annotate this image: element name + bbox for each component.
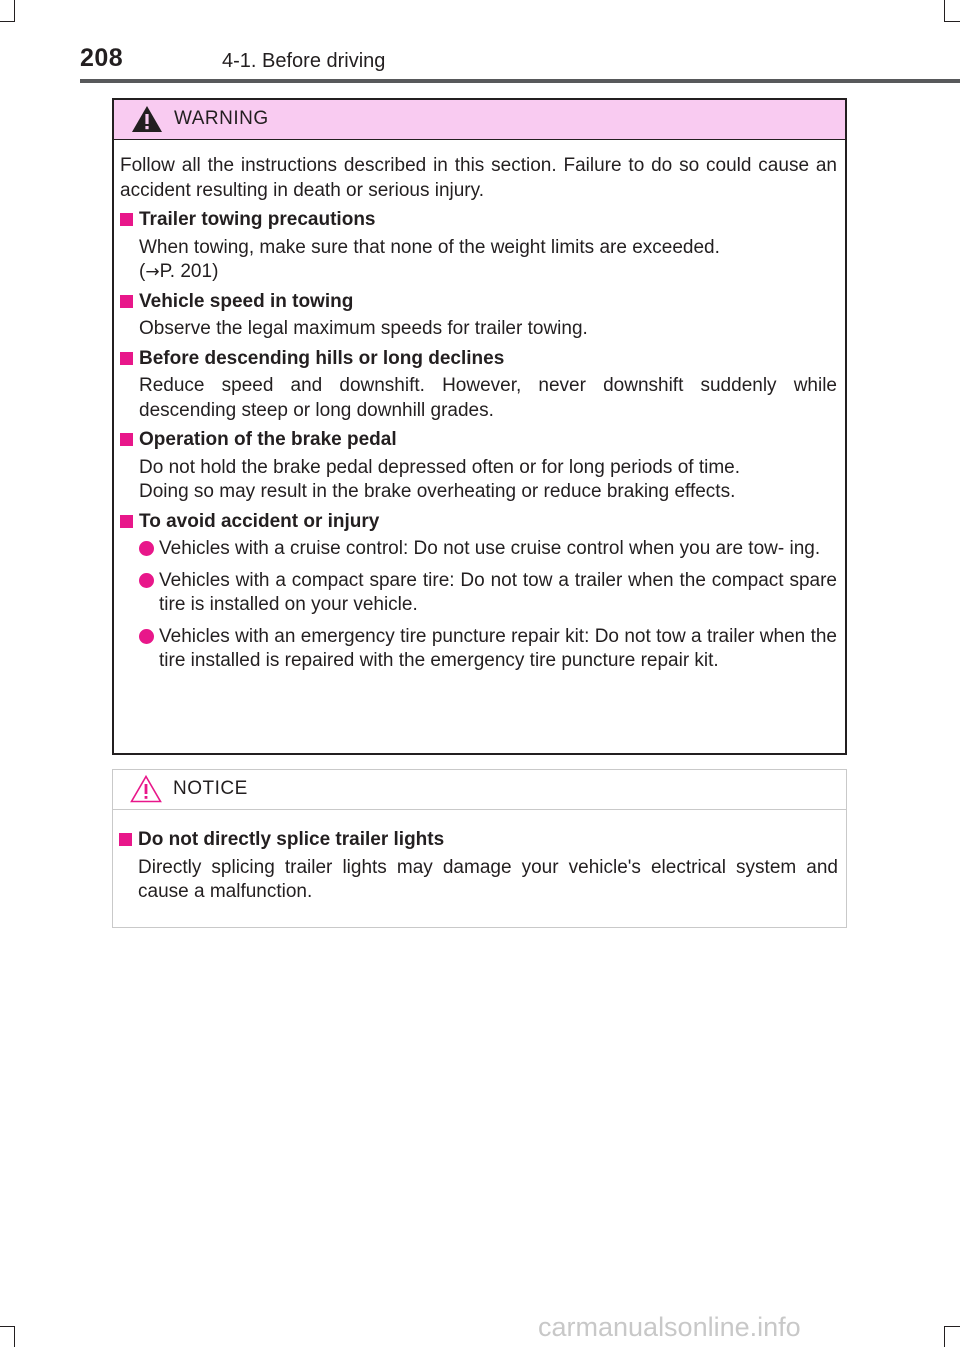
section-text: Doing so may result in the brake overheating or reduce braking effects. (139, 481, 736, 502)
crop-mark (944, 1326, 945, 1347)
warning-triangle-icon (131, 105, 163, 133)
warning-body (114, 140, 845, 674)
square-bullet-icon (120, 295, 133, 308)
crop-mark (945, 21, 960, 22)
notice-body (113, 810, 846, 905)
notice-box (112, 769, 847, 928)
notice-section (119, 828, 838, 905)
section-heading: Before descending hills or long declines (139, 347, 505, 369)
notice-header (113, 770, 846, 810)
notice-label: NOTICE (173, 778, 248, 799)
page-number: 208 (80, 44, 124, 72)
section-text: Directly splicing trailer lights may damage your vehicle's electrical system and cause a malfunction. (138, 856, 838, 902)
warning-intro: Follow all the instructions described in this section. Failure to do so could cause an accident resulting in death or serious injury. (120, 155, 837, 201)
warning-section (120, 347, 837, 424)
section-title: 4-1. Before driving (222, 50, 386, 72)
square-bullet-icon (120, 433, 133, 446)
section-text: Observe the legal maximum speeds for trailer towing. (139, 318, 588, 339)
arrow-icon: → (145, 262, 160, 282)
crop-mark (14, 0, 15, 22)
square-bullet-icon (120, 352, 133, 365)
warning-label: WARNING (174, 108, 269, 129)
page-header (80, 40, 960, 82)
circle-bullet-icon (139, 573, 154, 588)
circle-bullet-icon (139, 629, 154, 644)
list-item: Vehicles with an emergency tire puncture repair kit: Do not tow a trailer when the tire installed is repaired with the emergency tire puncture repair kit. (120, 625, 837, 674)
warning-section (120, 510, 837, 674)
warning-section (120, 428, 837, 505)
section-heading: Operation of the brake pedal (139, 429, 397, 450)
section-heading: Vehicle speed in towing (139, 290, 354, 312)
crop-mark (0, 1326, 14, 1327)
circle-bullet-icon (139, 541, 154, 556)
warning-box (112, 98, 847, 755)
warning-section (120, 290, 837, 342)
caution-triangle-icon (130, 775, 162, 803)
crop-mark (945, 1326, 960, 1327)
section-text: Do not hold the brake pedal depressed often or for long periods of time. (139, 456, 740, 478)
square-bullet-icon (119, 833, 132, 846)
crop-mark (14, 1326, 15, 1347)
list-item: Vehicles with a cruise control: Do not use cruise control when you are tow- ing. (120, 537, 837, 562)
square-bullet-icon (120, 515, 133, 528)
crop-mark (0, 21, 14, 22)
section-heading: To avoid accident or injury (139, 510, 380, 532)
section-heading: Trailer towing precautions (139, 209, 376, 230)
page-reference: P. 201 (159, 261, 213, 282)
square-bullet-icon (120, 213, 133, 226)
section-text: Reduce speed and downshift. However, never downshift suddenly while descending steep or long downhill grades. (139, 375, 837, 421)
header-rule (80, 79, 960, 83)
section-text: When towing, make sure that none of the weight limits are exceeded. (139, 236, 720, 258)
warning-section: Trailer towing precautions When towing, make sure that none of the weight limits are exceeded. (→P. 201) (120, 208, 837, 285)
watermark: carmanualsonline.info (538, 1312, 801, 1342)
warning-header (114, 100, 845, 140)
list-item: Vehicles with a compact spare tire: Do not tow a trailer when the compact spare tire is installed on your vehicle. (120, 569, 837, 618)
crop-mark (944, 0, 945, 22)
section-heading: Do not directly splice trailer lights (138, 829, 445, 850)
